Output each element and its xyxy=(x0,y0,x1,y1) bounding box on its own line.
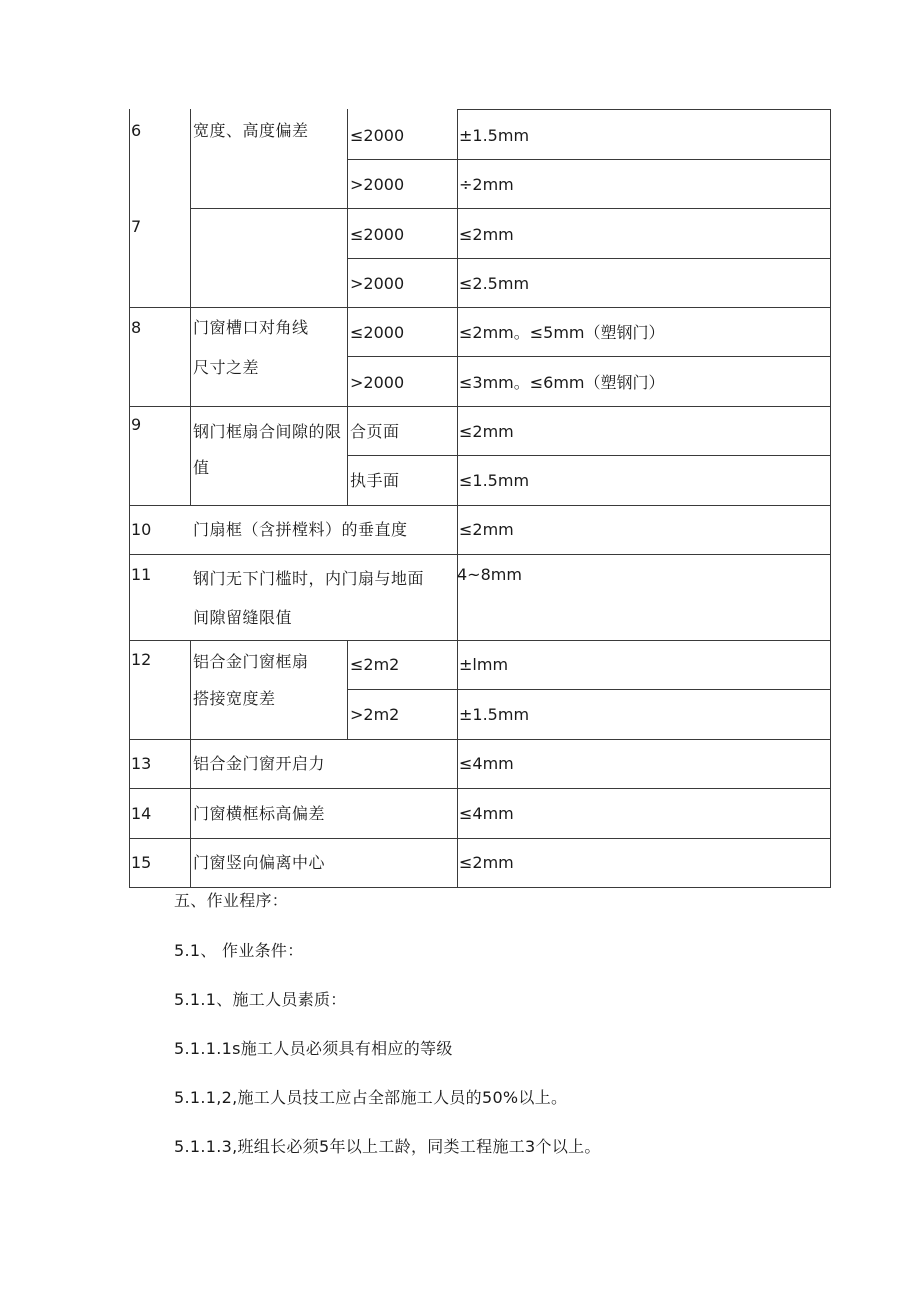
item-name: 钢门无下门槛时，内门扇与地面 xyxy=(193,569,425,588)
condition-cell: >2m2 xyxy=(350,705,400,724)
item-name: 间隙留缝限值 xyxy=(193,608,293,627)
row-number: 10 xyxy=(131,520,152,539)
tolerance-cell: ≤2mm。≤5mm（塑钢门） xyxy=(459,323,665,342)
item-name: 门窗横框标高偏差 xyxy=(193,804,326,823)
condition-cell: 执手面 xyxy=(350,471,400,490)
condition-cell: ≤2000 xyxy=(350,126,405,145)
row-number: 12 xyxy=(131,650,152,669)
tolerance-cell: ≤3mm。≤6mm（塑钢门） xyxy=(459,373,665,392)
condition-cell: >2000 xyxy=(350,373,405,392)
row-number: 9 xyxy=(131,415,142,434)
table-border xyxy=(830,109,831,888)
table-border xyxy=(129,640,831,641)
row-number: 7 xyxy=(131,217,142,236)
row-number: 15 xyxy=(131,853,152,872)
table-border xyxy=(129,788,831,789)
tolerance-cell: ≤2mm xyxy=(459,225,514,244)
table-border xyxy=(129,887,831,888)
item-name: 门扇框（含拼樘料）的垂直度 xyxy=(193,520,408,539)
tolerance-cell: 4~8mm xyxy=(457,565,522,584)
tolerance-cell: ±1.5mm xyxy=(459,126,530,145)
tolerance-cell: ≤2mm xyxy=(459,422,514,441)
table-border xyxy=(457,109,831,110)
tolerance-cell: ≤2mm xyxy=(459,853,514,872)
row-number: 11 xyxy=(131,565,152,584)
item-name: 门窗竖向偏离中心 xyxy=(193,853,326,872)
item-name: 钢门框扇合间隙的限 xyxy=(193,422,342,441)
table-border xyxy=(347,356,831,357)
tolerance-cell: ≤4mm xyxy=(459,754,514,773)
tolerance-cell: ≤2.5mm xyxy=(459,274,530,293)
table-border xyxy=(129,554,831,555)
section-heading: 五、作业程序： xyxy=(174,891,289,910)
table-border xyxy=(129,739,831,740)
table-border xyxy=(129,109,130,888)
tolerance-cell: ±1.5mm xyxy=(459,705,530,724)
tolerance-cell: ±lmm xyxy=(459,655,509,674)
condition-cell: ≤2000 xyxy=(350,225,405,244)
table-border xyxy=(190,640,191,888)
condition-cell: ≤2000 xyxy=(350,323,405,342)
row-number: 6 xyxy=(131,121,142,140)
condition-cell: >2000 xyxy=(350,274,405,293)
condition-cell: 合页面 xyxy=(350,422,400,441)
condition-cell: ≤2m2 xyxy=(350,655,400,674)
paragraph: 5.1.1,2,施工人员技工应占全部施工人员的50%以上。 xyxy=(174,1088,568,1107)
tolerance-cell: ≤2mm xyxy=(459,520,514,539)
row-number: 8 xyxy=(131,318,142,337)
table-border xyxy=(457,109,458,888)
row-number: 14 xyxy=(131,804,152,823)
item-name: 宽度、高度偏差 xyxy=(193,121,309,140)
tolerance-cell: ≤4mm xyxy=(459,804,514,823)
table-border xyxy=(190,208,831,209)
table-border xyxy=(347,159,831,160)
paragraph: 5.1.1、施工人员素质： xyxy=(174,990,347,1009)
item-name: 值 xyxy=(193,458,210,477)
item-name: 尺寸之差 xyxy=(193,358,260,377)
row-number: 13 xyxy=(131,754,152,773)
item-name: 门窗槽口对角线 xyxy=(193,318,309,337)
tolerance-cell: ÷2mm xyxy=(459,175,514,194)
item-name: 铝合金门窗框扇 xyxy=(193,652,309,671)
table-border xyxy=(347,455,831,456)
item-name: 铝合金门窗开启力 xyxy=(193,754,326,773)
condition-cell: >2000 xyxy=(350,175,405,194)
table-border xyxy=(129,505,831,506)
paragraph: 5.1.1.3,班组长必须5年以上工龄，同类工程施工3个以上。 xyxy=(174,1137,601,1156)
paragraph: 5.1、 作业条件： xyxy=(174,941,304,960)
table-border xyxy=(347,689,831,690)
table-border xyxy=(129,838,831,839)
item-name: 搭接宽度差 xyxy=(193,689,276,708)
table-border xyxy=(129,307,831,308)
table-border xyxy=(347,258,831,259)
tolerance-cell: ≤1.5mm xyxy=(459,471,530,490)
paragraph: 5.1.1.1s施工人员必须具有相应的等级 xyxy=(174,1039,453,1058)
table-border xyxy=(129,406,831,407)
